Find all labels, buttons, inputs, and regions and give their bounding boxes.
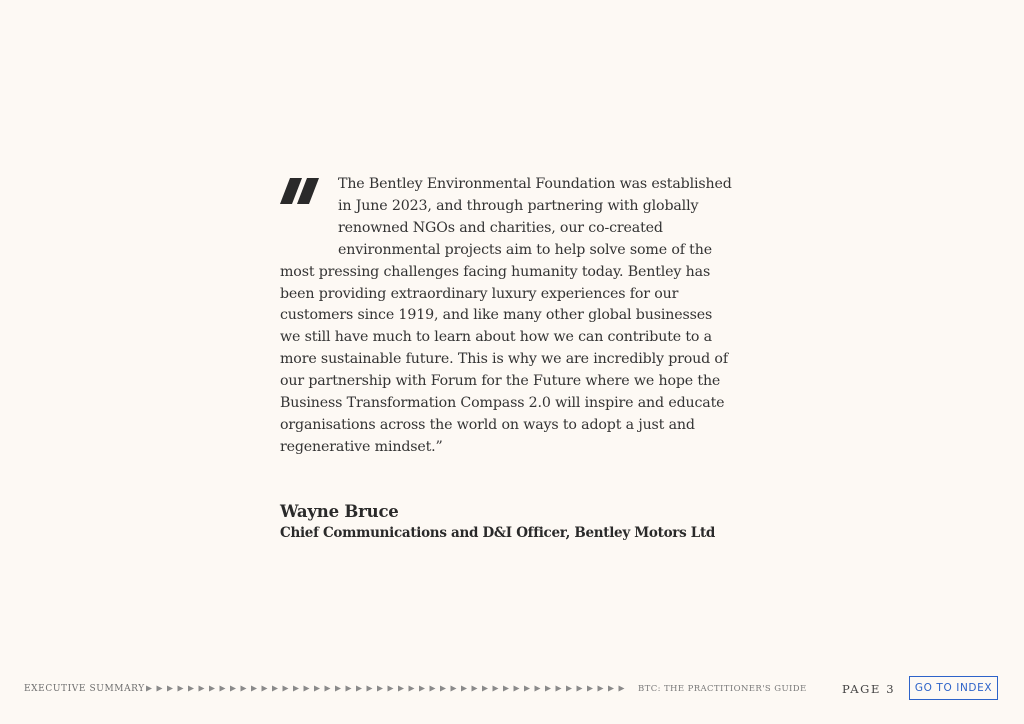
quote-open-icon <box>280 174 338 240</box>
arrow-glyph <box>419 686 425 692</box>
arrow-glyph <box>220 686 226 692</box>
attribution-name: Wayne Bruce <box>280 502 399 521</box>
arrow-glyph <box>241 686 247 692</box>
arrow-glyph <box>545 686 551 692</box>
arrow-glyph <box>524 686 530 692</box>
page-footer <box>0 676 1024 702</box>
arrow-glyph <box>398 686 404 692</box>
arrow-glyph <box>262 686 268 692</box>
arrow-glyph <box>293 686 299 692</box>
arrow-glyph <box>356 686 362 692</box>
arrow-glyph <box>409 686 415 692</box>
arrow-glyph <box>566 686 572 692</box>
arrow-glyph <box>283 686 289 692</box>
footer-section-label: EXECUTIVE SUMMARY <box>24 684 145 694</box>
arrow-glyph <box>335 686 341 692</box>
pull-quote <box>280 174 736 459</box>
arrow-glyph <box>272 686 278 692</box>
attribution <box>280 502 715 541</box>
footer-guide-title: BTC: THE PRACTITIONER'S GUIDE <box>638 684 807 694</box>
arrow-glyph <box>346 686 352 692</box>
arrow-glyph <box>587 686 593 692</box>
arrow-glyph <box>178 686 184 692</box>
arrow-glyph <box>608 686 614 692</box>
arrow-glyph <box>430 686 436 692</box>
go-to-index-button[interactable]: GO TO INDEX <box>909 676 998 700</box>
arrow-glyph <box>451 686 457 692</box>
arrow-glyph <box>304 686 310 692</box>
arrow-glyph <box>199 686 205 692</box>
footer-arrow-divider <box>146 684 628 694</box>
arrow-glyph <box>598 686 604 692</box>
arrow-glyph <box>167 686 173 692</box>
attribution-role: Chief Communications and D&I Officer, Bentley Motors Ltd <box>280 525 716 541</box>
arrow-glyph <box>440 686 446 692</box>
arrow-glyph <box>577 686 583 692</box>
arrow-glyph <box>146 686 152 692</box>
arrow-glyph <box>482 686 488 692</box>
arrow-glyph <box>503 686 509 692</box>
arrow-glyph <box>388 686 394 692</box>
arrow-glyph <box>325 686 331 692</box>
quote-text: The Bentley Environmental Foundation was established in June 2023, and through partnering with globally renowned NGOs and charities, our co-created environmental projects aim to help solve some of the most pressing challenges facing humanity today. Bentley has been providing extraordinary luxury experiences for our customers since 1919, and like many other global businesses we still have much to learn about how we can contribute to a more sustainable future. This is why we are incredibly proud of our partnership with Forum for the Future where we hope the Business Transformation Compass 2.0 will inspire and educate organisations across the world on ways to adopt a just and regenerative mindset.” <box>280 176 732 455</box>
arrow-glyph <box>535 686 541 692</box>
arrow-glyph <box>493 686 499 692</box>
arrow-glyph <box>314 686 320 692</box>
arrow-glyph <box>367 686 373 692</box>
arrow-glyph <box>472 686 478 692</box>
arrow-glyph <box>209 686 215 692</box>
arrow-glyph <box>188 686 194 692</box>
arrow-glyph <box>461 686 467 692</box>
page-number: PAGE 3 <box>842 682 896 696</box>
arrow-glyph <box>251 686 257 692</box>
arrow-glyph <box>514 686 520 692</box>
arrow-glyph <box>377 686 383 692</box>
arrow-glyph <box>619 686 625 692</box>
arrow-glyph <box>556 686 562 692</box>
arrow-glyph <box>157 686 163 692</box>
arrow-glyph <box>230 686 236 692</box>
